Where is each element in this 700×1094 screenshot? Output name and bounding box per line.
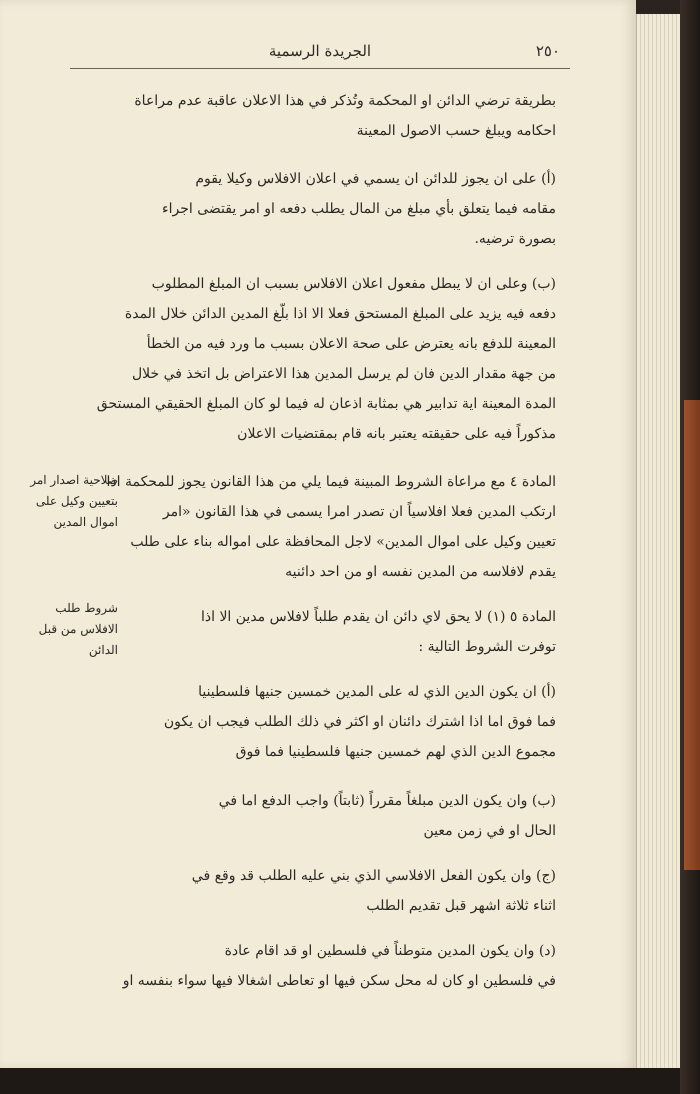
paragraph xyxy=(156,677,556,767)
paragraph xyxy=(106,467,556,587)
margin-note-line: بتعيين وكيل على xyxy=(35,494,118,508)
page-stack-edges xyxy=(636,14,681,1070)
text-line: يقدم لافلاسه من المدين نفسه او من احد دائنيه xyxy=(285,564,556,580)
page-header xyxy=(70,38,570,69)
paragraph xyxy=(156,786,556,846)
text-line: تعيين وكيل على اموال المدين» لاجل المحافظة على امواله بناء على طلب xyxy=(130,534,556,550)
text-line: الحال او في زمن معين xyxy=(423,823,556,839)
text-line: احكامه ويبلغ حسب الاصول المعينة xyxy=(356,123,556,139)
paragraph xyxy=(134,86,556,146)
text-line: مذكوراً فيه على حقيقته يعتبر بانه قام بمقتضيات الاعلان xyxy=(237,426,556,442)
margin-note-line: الدائن xyxy=(88,643,118,657)
text-line: المعينة للدفع بانه يعترض على صحة الاعلان بسبب ما ورد فيه من الخطأ xyxy=(146,336,556,352)
margin-note-line: اموال المدين xyxy=(53,515,118,529)
text-line: (ج) وان يكون الفعل الافلاسي الذي بني عليه الطلب قد وقع في xyxy=(191,868,556,884)
paragraph xyxy=(96,269,556,449)
text-line: من جهة مقدار الدين فان لم يرسل المدين هذا الاعتراض بل اتخذ في خلال xyxy=(131,366,556,382)
text-line: (د) وان يكون المدين متوطناً في فلسطين او قد اقام عادة xyxy=(224,943,556,959)
text-line: مجموع الدين الذي لهم خمسين جنيها فلسطينيا فما فوق xyxy=(235,744,556,760)
text-line: دفعه فيه يزيد على المبلغ المستحق فعلا الا اذا بلّغ المدين الدائن خلال المدة xyxy=(124,306,556,322)
text-line: المادة ٤ مع مراعاة الشروط المبينة فيما يلي من هذا القانون يجوز للمحكمة اذا xyxy=(106,474,556,490)
text-line: (ب) وعلى ان لا يبطل مفعول اعلان الافلاس بسبب ان المبلغ المطلوب xyxy=(151,276,556,292)
text-line: (أ) على ان يجوز للدائن ان يسمي في اعلان الافلاس وكيلا يقوم xyxy=(195,171,556,187)
text-line: بطريقة ترضي الدائن او المحكمة وتُذكر في هذا الاعلان عاقبة عدم مراعاة xyxy=(134,93,556,109)
text-line: المدة المعينة اية تدابير هي بمثابة اذعان له فيما لو كان المبلغ الحقيقي المستحق xyxy=(96,396,556,412)
paragraph xyxy=(156,602,556,662)
margin-note xyxy=(8,598,118,661)
text-line: اثناء ثلاثة اشهر قبل تقديم الطلب xyxy=(366,898,556,914)
text-line: بصورة ترضيه. xyxy=(474,231,556,247)
cover-spine-tab xyxy=(684,400,700,870)
margin-note-line: الافلاس من قبل xyxy=(38,622,118,636)
paragraph xyxy=(122,936,556,996)
paragraph xyxy=(156,861,556,921)
text-line: (أ) ان يكون الدين الذي له على المدين خمسين جنيها فلسطينيا xyxy=(198,684,556,700)
text-line: المادة ٥ (١) لا يحق لاي دائن ان يقدم طلباً لافلاس مدين الا اذا xyxy=(200,609,556,625)
text-line: مقامه فيما يتعلق بأي مبلغ من المال يطلب دفعه او امر يقتضى اجراء xyxy=(162,201,556,217)
text-line: في فلسطين او كان له محل سكن فيها او تعاطى اشغالا فيها سواء بنفسه او xyxy=(122,973,556,989)
bottom-edge xyxy=(0,1068,680,1094)
margin-note xyxy=(8,470,118,533)
paragraph xyxy=(156,164,556,254)
page-number: ٢٥٠ xyxy=(535,42,560,60)
text-line: ارتكب المدين فعلا افلاسياً ان تصدر امرا يسمى في هذا القانون «امر xyxy=(162,504,556,520)
margin-note-line: شروط طلب xyxy=(55,601,118,615)
text-line: (ب) وان يكون الدين مبلغاً مقرراً (ثابتاً) واجب الدفع اما في xyxy=(218,793,556,809)
text-line: فما فوق اما اذا اشترك دائنان او اكثر في ذلك الطلب فيجب ان يكون xyxy=(163,714,556,730)
text-line: توفرت الشروط التالية : xyxy=(418,639,556,655)
running-title: الجريدة الرسمية xyxy=(268,42,372,60)
margin-note-line: صلاحية اصدار امر xyxy=(30,473,118,487)
